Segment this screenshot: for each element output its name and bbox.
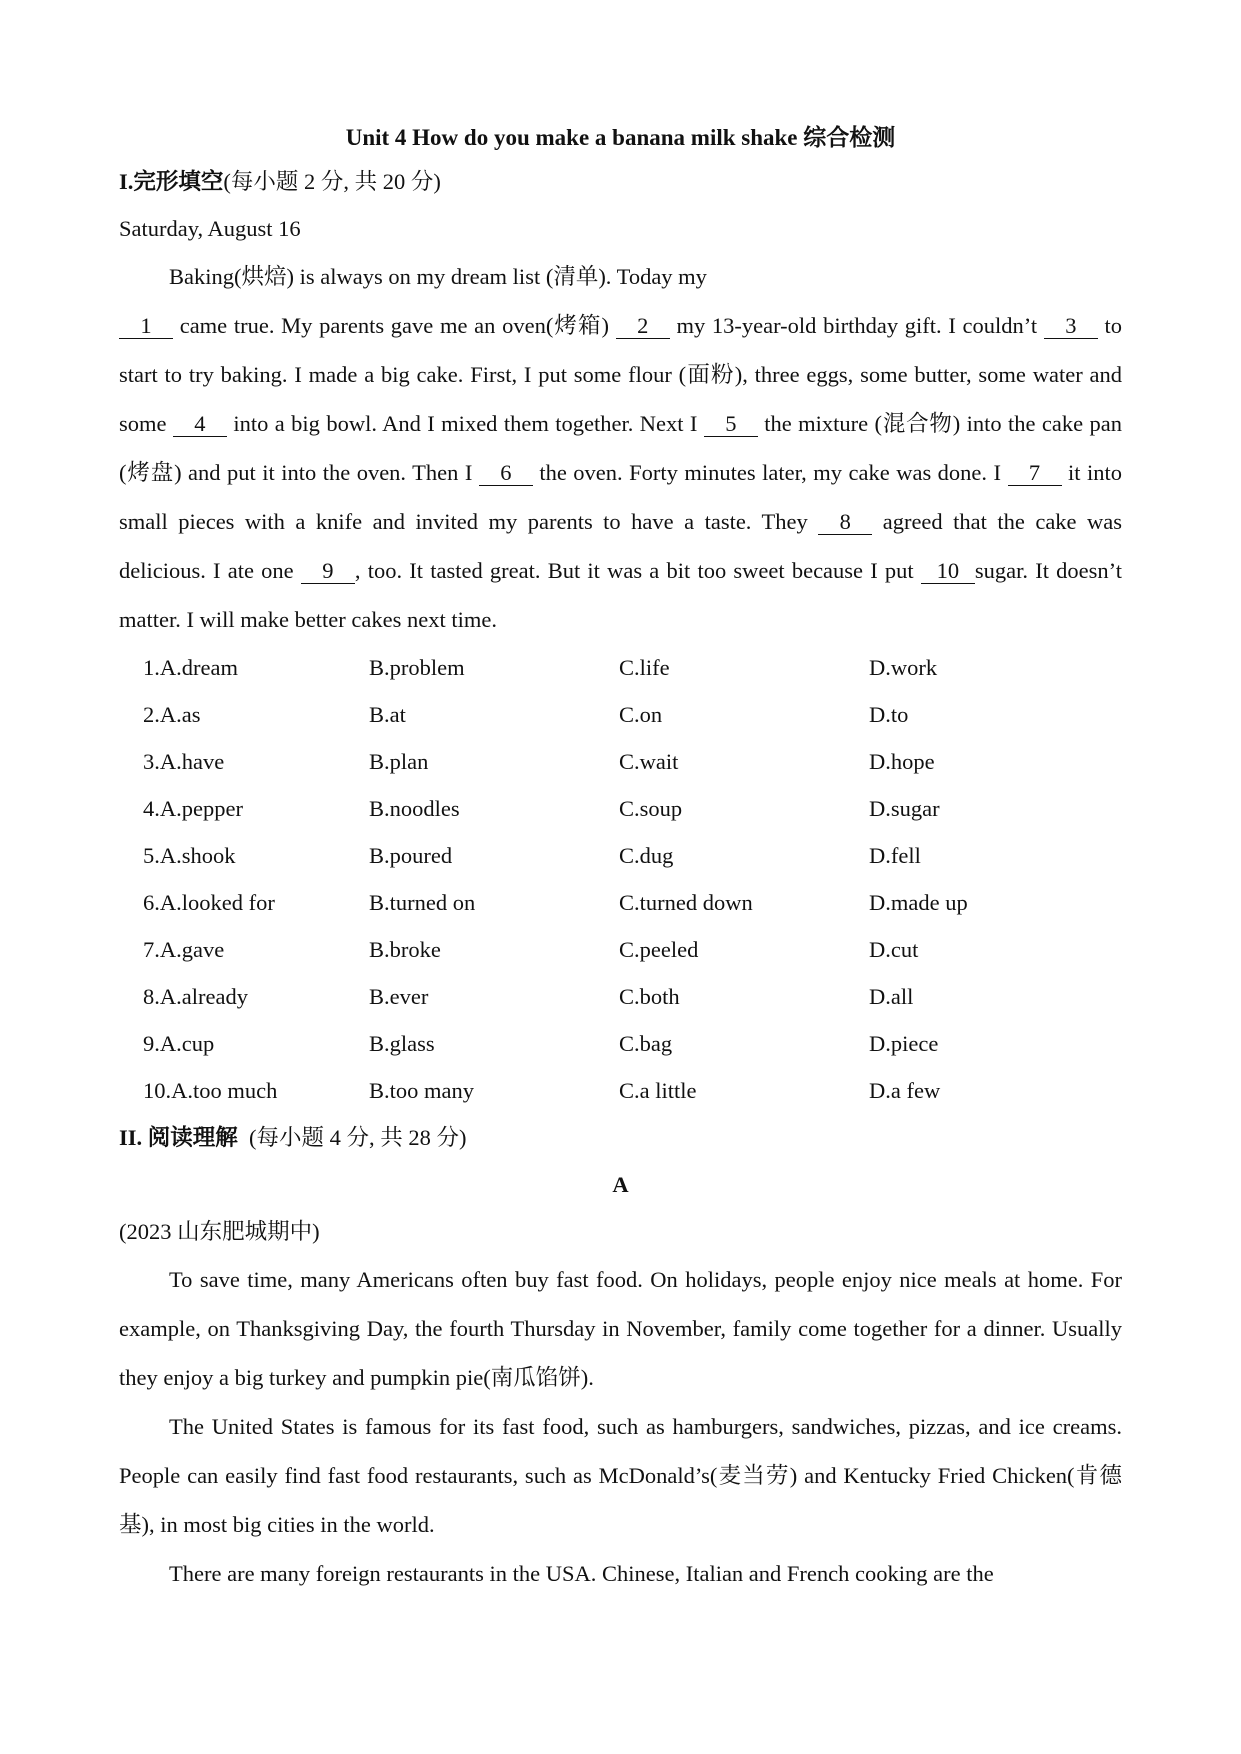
option-b: B.at — [369, 701, 406, 727]
passage-text-10: , too. It tasted great. But it was a bit too sweet because I put — [354, 558, 914, 583]
option-d: D.piece — [869, 1030, 939, 1056]
passage-text-2: came true. My parents gave me an oven(烤箱) — [179, 313, 610, 338]
option-row-6 — [119, 879, 1122, 926]
option-a: 6.A.looked for — [143, 889, 275, 915]
option-row-2 — [119, 691, 1122, 738]
section-2-name: 阅读理解 — [147, 1125, 238, 1150]
passage-text-9: agreed that the cake was delicious. I ate one — [119, 509, 1123, 583]
option-row-8 — [119, 973, 1122, 1020]
passage-text-7: the oven. Forty minutes later, my cake was done. I — [539, 460, 1002, 485]
option-b: B.problem — [369, 654, 465, 680]
option-c: C.soup — [619, 795, 683, 821]
option-c: C.a little — [619, 1077, 697, 1103]
passage-text-5: into a big bowl. And I mixed them together. Next I — [233, 411, 698, 436]
option-c: C.peeled — [619, 936, 699, 962]
reading-source: (2023 山东肥城期中) — [119, 1219, 320, 1244]
blank-8: 8 — [818, 510, 872, 535]
section-2-heading: II. 阅读理解 (每小题 4 分, 共 28 分) — [119, 1125, 467, 1150]
option-a: 1.A.dream — [143, 654, 238, 680]
option-c: C.life — [619, 654, 670, 680]
passage-text-6: the mixture (混合物) into the cake pan (烤盘) and put it into the oven. Then I — [119, 411, 1123, 485]
option-b: B.ever — [369, 983, 429, 1009]
blank-10: 10 — [921, 559, 975, 584]
option-a: 9.A.cup — [143, 1030, 215, 1056]
option-d: D.hope — [869, 748, 935, 774]
diary-date: Saturday, August 16 — [119, 216, 301, 241]
option-c: C.wait — [619, 748, 679, 774]
page-title: Unit 4 How do you make a banana milk shake 综合检测 — [345, 125, 896, 150]
option-a: 8.A.already — [143, 983, 248, 1009]
section-2-number: II — [119, 1125, 137, 1150]
option-row-1 — [119, 644, 1122, 691]
option-row-10 — [119, 1067, 1122, 1114]
blank-7: 7 — [1008, 461, 1062, 486]
reading-paragraph-1: To save time, many Americans often buy fast food. On holidays, people enjoy nice meals at home. For example, on Thanksgiving Day, the fourth Thursday in November, family come together for a dinner. Usually they enjoy a big turkey and pumpkin pie(南瓜馅饼). — [119, 1267, 1122, 1390]
cloze-passage-intro: Baking(烘焙) is always on my dream list (清单). Today my — [169, 264, 707, 289]
section-1-heading: I.完形填空(每小题 2 分, 共 20 分) — [119, 169, 441, 194]
option-a: 2.A.as — [143, 701, 201, 727]
option-b: B.noodles — [369, 795, 460, 821]
passage-text-8: it into small pieces with a knife and invited my parents to have a taste. They — [119, 460, 1122, 534]
option-d: D.work — [869, 654, 938, 680]
option-c: C.turned down — [619, 889, 753, 915]
option-row-3 — [119, 738, 1122, 785]
option-b: B.turned on — [369, 889, 476, 915]
option-a: 7.A.gave — [143, 936, 225, 962]
option-row-7 — [119, 926, 1122, 973]
reading-paragraph-2: The United States is famous for its fast food, such as hamburgers, sandwiches, pizzas, and ice creams. People can easily find fast food restaurants, such as McDonald’s(麦当劳) and Kentucky Fried Chicken(肯德基), in most big cities in the world. — [119, 1414, 1122, 1537]
option-b: B.broke — [369, 936, 441, 962]
option-d: D.to — [869, 701, 909, 727]
option-a: 5.A.shook — [143, 842, 236, 868]
blank-2: 2 — [616, 314, 670, 339]
blank-5: 5 — [704, 412, 758, 437]
blank-1: 1 — [119, 314, 173, 339]
option-b: B.poured — [369, 842, 453, 868]
passage-text-11: sugar. It doesn’t matter. I will make better cakes next time. — [119, 558, 1122, 632]
blank-3: 3 — [1044, 314, 1098, 339]
reading-paragraph-3: There are many foreign restaurants in the USA. Chinese, Italian and French cooking are the — [169, 1561, 994, 1586]
reading-part-a-label: A — [612, 1172, 629, 1197]
blank-9: 9 — [301, 559, 355, 584]
option-row-9 — [119, 1020, 1122, 1067]
blank-4: 4 — [173, 412, 227, 437]
option-d: D.made up — [869, 889, 968, 915]
option-b: B.plan — [369, 748, 429, 774]
document-content — [119, 118, 1122, 1598]
cloze-options — [119, 644, 1122, 1114]
option-d: D.a few — [869, 1077, 941, 1103]
option-c: C.on — [619, 701, 663, 727]
option-row-5 — [119, 832, 1122, 879]
option-c: C.both — [619, 983, 680, 1009]
option-row-4 — [119, 785, 1122, 832]
section-1-name: 完形填空 — [133, 169, 224, 194]
option-a: 10.A.too much — [143, 1077, 278, 1103]
option-a: 4.A.pepper — [143, 795, 243, 821]
option-b: B.too many — [369, 1077, 474, 1103]
blank-6: 6 — [479, 461, 533, 486]
passage-text-3: my 13-year-old birthday gift. I couldn’t — [676, 313, 1038, 338]
option-d: D.cut — [869, 936, 919, 962]
section-1-note: (每小题 2 分, 共 20 分) — [223, 169, 441, 194]
cloze-passage — [119, 301, 1122, 644]
option-d: D.sugar — [869, 795, 940, 821]
option-b: B.glass — [369, 1030, 435, 1056]
option-a: 3.A.have — [143, 748, 225, 774]
passage-text-4: to start to try baking. I made a big cake. First, I put some flour (面粉), three eggs, some butter, some water and some — [119, 313, 1123, 436]
section-1-number: I — [119, 169, 128, 194]
option-c: C.dug — [619, 842, 674, 868]
section-2-note: (每小题 4 分, 共 28 分) — [249, 1125, 467, 1150]
option-d: D.fell — [869, 842, 921, 868]
option-d: D.all — [869, 983, 914, 1009]
option-c: C.bag — [619, 1030, 673, 1056]
